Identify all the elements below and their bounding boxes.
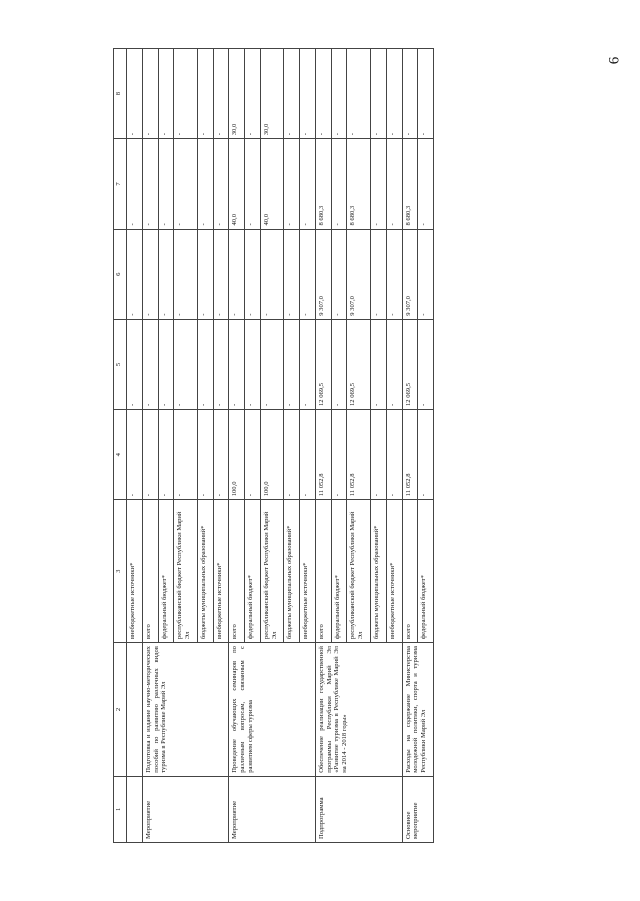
row-name-cell: Обеспечение реализации государственной программы Республики Марий Эл «Развитие туризма в Республике Марий Эл на 2014 - 2018 годы» — [315, 643, 402, 777]
amount-cell: - — [386, 49, 402, 139]
amount-cell: - — [245, 229, 261, 319]
amount-cell: - — [386, 410, 402, 500]
amount-cell: - — [284, 319, 300, 409]
funding-source-cell: республиканский бюджет Республики Марий Эл — [347, 500, 371, 643]
table-row — [229, 49, 245, 843]
amount-cell: - — [418, 49, 434, 139]
column-header: 6 — [114, 229, 127, 319]
amount-cell: - — [371, 49, 387, 139]
amount-cell: - — [174, 49, 198, 139]
amount-cell: - — [158, 319, 174, 409]
amount-cell: 8 680,3 — [347, 139, 371, 229]
amount-cell: - — [418, 139, 434, 229]
amount-cell: - — [371, 410, 387, 500]
amount-cell: - — [300, 319, 316, 409]
amount-cell: - — [197, 49, 213, 139]
amount-cell: - — [229, 229, 245, 319]
amount-cell: 12 069,5 — [347, 319, 371, 409]
column-header: 4 — [114, 410, 127, 500]
amount-cell: - — [260, 229, 284, 319]
amount-cell: - — [213, 139, 229, 229]
amount-cell: - — [260, 319, 284, 409]
amount-cell: - — [371, 139, 387, 229]
column-header: 8 — [114, 49, 127, 139]
row-kind-cell: Основное мероприятие — [402, 776, 434, 842]
amount-cell: 12 069,5 — [402, 319, 418, 409]
amount-cell: - — [284, 139, 300, 229]
amount-cell: - — [174, 410, 198, 500]
amount-cell: - — [386, 229, 402, 319]
amount-cell: - — [158, 229, 174, 319]
amount-cell: - — [197, 139, 213, 229]
funding-source-cell: всего — [142, 500, 158, 643]
amount-cell: 8 680,3 — [315, 139, 331, 229]
amount-cell: - — [174, 139, 198, 229]
amount-cell: 100,0 — [229, 410, 245, 500]
amount-cell: 30,0 — [260, 49, 284, 139]
amount-cell: - — [142, 229, 158, 319]
column-header: 2 — [114, 643, 127, 777]
funding-source-cell: внебюджетные источники* — [386, 500, 402, 643]
funding-source-cell: бюджеты муниципальных образований* — [371, 500, 387, 643]
header-row — [114, 49, 127, 843]
funding-source-cell: внебюджетные источники* — [127, 500, 143, 643]
row-kind-cell: Мероприятие — [142, 776, 229, 842]
amount-cell: - — [300, 49, 316, 139]
amount-cell: - — [402, 49, 418, 139]
rotated-page-content — [113, 48, 530, 843]
amount-cell: - — [315, 49, 331, 139]
column-header: 3 — [114, 500, 127, 643]
amount-cell: - — [371, 319, 387, 409]
amount-cell: - — [347, 49, 371, 139]
amount-cell: 100,0 — [260, 410, 284, 500]
row-name-cell: Проведение обучающих семинаров по различным вопросам, связанным с развитием сферы туризма — [229, 643, 316, 777]
row-kind-cell — [127, 776, 143, 842]
amount-cell: - — [331, 49, 347, 139]
amount-cell: - — [158, 410, 174, 500]
row-name-cell: Расходы на содержание Министерства молодежной политики, спорта и туризма Республики Марий Эл — [402, 643, 434, 777]
amount-cell: - — [142, 410, 158, 500]
table-wrapper — [113, 48, 530, 843]
amount-cell: - — [197, 410, 213, 500]
amount-cell: - — [127, 410, 143, 500]
amount-cell: - — [142, 139, 158, 229]
funding-source-cell: республиканский бюджет Республики Марий Эл — [174, 500, 198, 643]
amount-cell: - — [197, 319, 213, 409]
amount-cell: - — [142, 49, 158, 139]
amount-cell: 9 307,0 — [402, 229, 418, 319]
amount-cell: - — [174, 229, 198, 319]
amount-cell: - — [284, 410, 300, 500]
table-row — [402, 49, 418, 843]
amount-cell: - — [371, 229, 387, 319]
amount-cell: - — [245, 49, 261, 139]
column-header: 5 — [114, 319, 127, 409]
amount-cell: - — [127, 139, 143, 229]
amount-cell: - — [284, 49, 300, 139]
row-kind-cell: Мероприятие — [229, 776, 316, 842]
amount-cell: - — [174, 319, 198, 409]
table-row — [127, 49, 143, 843]
amount-cell: - — [158, 49, 174, 139]
amount-cell: 11 052,8 — [347, 410, 371, 500]
table-row — [315, 49, 331, 843]
amount-cell: - — [213, 410, 229, 500]
amount-cell: - — [331, 319, 347, 409]
amount-cell: - — [418, 319, 434, 409]
amount-cell: 11 052,8 — [402, 410, 418, 500]
funding-source-cell: федеральный бюджет* — [331, 500, 347, 643]
funding-source-cell: бюджеты муниципальных образований* — [197, 500, 213, 643]
amount-cell: - — [229, 319, 245, 409]
funding-source-cell: внебюджетные источники* — [213, 500, 229, 643]
amount-cell: 40,0 — [229, 139, 245, 229]
amount-cell: 40,0 — [260, 139, 284, 229]
amount-cell: - — [127, 49, 143, 139]
amount-cell: 9 307,0 — [315, 229, 331, 319]
amount-cell: - — [127, 229, 143, 319]
amount-cell: - — [158, 139, 174, 229]
amount-cell: - — [245, 139, 261, 229]
funding-source-cell: федеральный бюджет* — [158, 500, 174, 643]
row-kind-cell: Подпрограмма — [315, 776, 402, 842]
amount-cell: - — [197, 229, 213, 319]
page-number: 6 — [606, 56, 623, 65]
amount-cell: - — [213, 319, 229, 409]
amount-cell: 30,0 — [229, 49, 245, 139]
amount-cell: - — [386, 319, 402, 409]
funding-source-cell: республиканский бюджет Республики Марий Эл — [260, 500, 284, 643]
row-name-cell: Подготовка и издание научно-методических пособий по развитию различных видов туризма в Республике Марий Эл — [142, 643, 229, 777]
amount-cell: - — [142, 319, 158, 409]
funding-source-cell: федеральный бюджет* — [418, 500, 434, 643]
amount-cell: - — [127, 319, 143, 409]
amount-cell: - — [331, 410, 347, 500]
column-header: 7 — [114, 139, 127, 229]
amount-cell: - — [213, 49, 229, 139]
amount-cell: - — [418, 229, 434, 319]
funding-source-cell: бюджеты муниципальных образований* — [284, 500, 300, 643]
amount-cell: 8 680,3 — [402, 139, 418, 229]
row-name-cell — [127, 643, 143, 777]
amount-cell: - — [418, 410, 434, 500]
funding-source-cell: всего — [315, 500, 331, 643]
amount-cell: 12 069,5 — [315, 319, 331, 409]
amount-cell: - — [300, 229, 316, 319]
budget-table — [113, 48, 434, 843]
amount-cell: - — [300, 139, 316, 229]
column-header: 1 — [114, 776, 127, 842]
amount-cell: 11 052,8 — [315, 410, 331, 500]
funding-source-cell: всего — [402, 500, 418, 643]
funding-source-cell: всего — [229, 500, 245, 643]
amount-cell: 9 307,0 — [347, 229, 371, 319]
amount-cell: - — [245, 410, 261, 500]
amount-cell: - — [245, 319, 261, 409]
amount-cell: - — [284, 229, 300, 319]
amount-cell: - — [300, 410, 316, 500]
funding-source-cell: федеральный бюджет* — [245, 500, 261, 643]
amount-cell: - — [331, 139, 347, 229]
amount-cell: - — [386, 139, 402, 229]
table-row — [142, 49, 158, 843]
amount-cell: - — [331, 229, 347, 319]
amount-cell: - — [213, 229, 229, 319]
funding-source-cell: внебюджетные источники* — [300, 500, 316, 643]
